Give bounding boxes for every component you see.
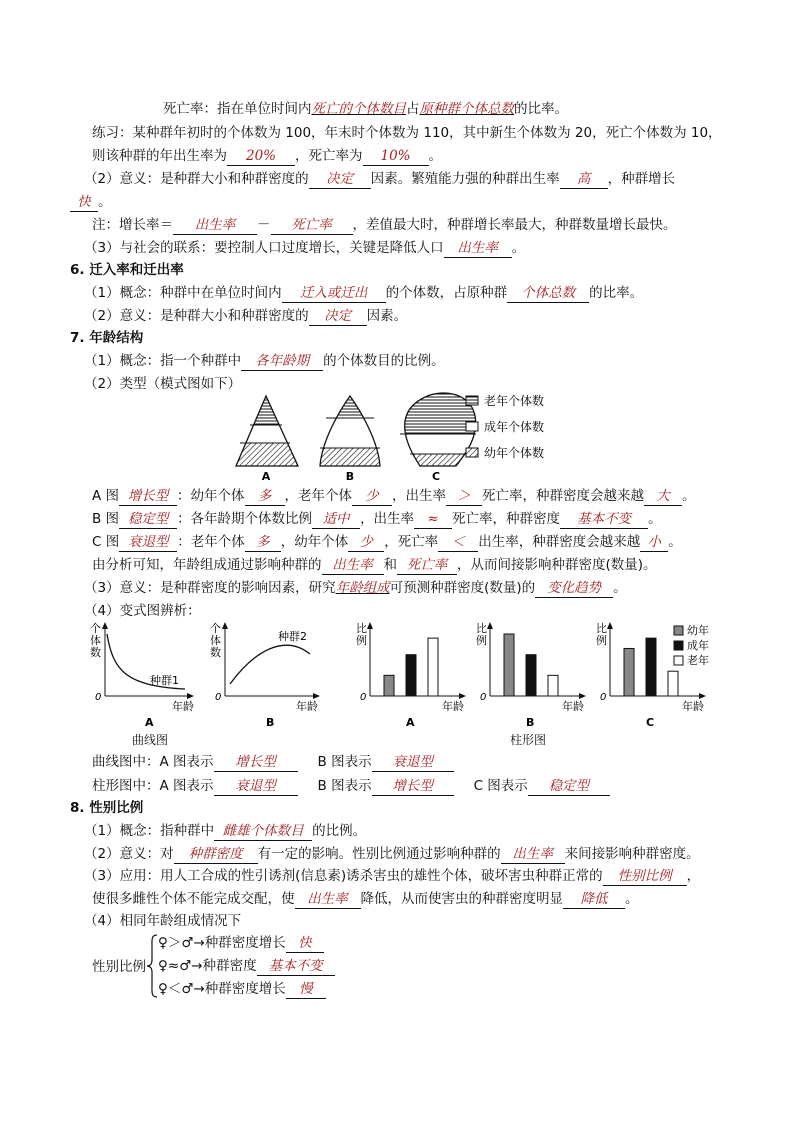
y-label: 例: [476, 634, 487, 647]
pyramid-label-b: B: [345, 470, 355, 482]
x-label: 年龄: [296, 700, 318, 713]
pyramid-label-c: C: [431, 470, 441, 482]
answer: 稳定型: [119, 510, 177, 529]
answer: 死亡的个体数目: [311, 101, 406, 117]
s8-meaning: （2）意义：对 种群密度 有一定的影响。性别比例通过影响种群的 出生率 来间接影响种群密度。: [84, 846, 700, 862]
origin: 0: [600, 692, 607, 703]
age-pyramid-diagram: [230, 390, 560, 482]
bar-幼年: [624, 648, 634, 696]
chart-label: A: [145, 716, 154, 729]
answer: 大: [644, 487, 682, 506]
answer: 多: [245, 487, 285, 506]
bar-成年: [526, 655, 536, 696]
x-label: 年龄: [172, 700, 194, 713]
answer: 基本不变: [560, 510, 648, 529]
s8-same-age: （4）相同年龄组成情况下: [84, 913, 242, 929]
answer: 出生率: [501, 845, 565, 864]
legend-adult: 成年个体数: [484, 420, 545, 434]
y-label: 比: [596, 622, 607, 635]
y-label: 比: [356, 622, 367, 635]
answer: 年龄组成: [335, 580, 390, 596]
origin: 0: [480, 692, 487, 703]
variant-charts: [80, 620, 720, 750]
answer: 衰退型: [119, 533, 177, 552]
y-label: 例: [596, 634, 607, 647]
answer: 种群密度: [174, 845, 258, 864]
section-7-title: 7. 年龄结构: [70, 330, 144, 346]
answer: 增长型: [214, 753, 298, 772]
answer: 决定: [309, 170, 371, 189]
section-6-title: 6. 迁入率和迁出率: [70, 262, 184, 278]
answer: 多: [245, 533, 281, 552]
y-label: 例: [356, 634, 367, 647]
y-label: 体: [90, 634, 101, 647]
s7-types: （2）类型（模式图如下）: [84, 376, 242, 392]
y-label: 个: [210, 622, 221, 635]
answer: 快: [70, 193, 98, 212]
meaning-line-2: 快 。: [70, 192, 112, 212]
chart-label: B: [526, 716, 535, 729]
s8-application-1: （3）应用：用人工合成的性引诱剂(信息素)诱杀害虫的雄性个体，破坏害虫种群正常的 性别比例 ，: [84, 868, 701, 884]
legend-swatch-old: [466, 396, 478, 405]
answer: 性别比例: [603, 867, 687, 886]
answer: 决定: [309, 307, 367, 326]
bar-幼年: [504, 634, 514, 696]
s6-concept: （1）概念：种群中在单位时间内 迁入或迁出 的个体数，占原种群 个体总数 的比率。: [84, 285, 644, 301]
y-label: 数: [210, 646, 221, 659]
answer: 原种群个体总数: [419, 101, 514, 117]
origin: 0: [215, 692, 222, 703]
sex-ratio-2: ♀≈♂→种群密度 基本不变: [158, 956, 335, 976]
answer: 慢: [286, 980, 326, 999]
legend-swatch: [674, 656, 683, 665]
answer: 10%: [363, 147, 429, 166]
type-c-line: C 图 衰退型 ：老年个体 多 ，幼年个体 少 ，死亡率 ＜ 出生率，种群密度会越来越 小 。: [92, 534, 682, 550]
death-rate-line: 死亡率：指在单位时间内死亡的个体数目占原种群个体总数的比率。: [163, 101, 568, 117]
bar-幼年: [384, 675, 394, 696]
answer: 迁入或迁出: [282, 284, 386, 303]
pyramid-label-a: A: [261, 470, 271, 482]
x-label: 年龄: [442, 700, 464, 713]
s6-meaning: （2）意义：是种群大小和种群密度的 决定 因素。: [84, 308, 408, 324]
y-label: 体: [210, 634, 221, 647]
y-arrow: [487, 622, 493, 629]
type-b-line: B 图 稳定型 ：各年龄期个体数比例 适中 ，出生率 ≈ 死亡率，种群密度 基本不变 。: [92, 511, 662, 527]
answer: 出生率: [295, 890, 361, 909]
x-label: 年龄: [562, 700, 584, 713]
legend-label: 成年: [687, 639, 709, 652]
answer: 各年龄期: [241, 352, 323, 371]
sex-ratio-label: 性别比例: [92, 959, 146, 975]
legend-young: 幼年个体数: [484, 446, 545, 460]
legend-old: 老年个体数: [484, 394, 545, 408]
x-arrow: [699, 693, 706, 699]
y-label: 个: [90, 622, 101, 635]
bar-老年: [548, 675, 558, 696]
answer: 快: [286, 934, 324, 953]
answer: 小: [640, 533, 668, 552]
series-label: 种群1: [150, 674, 179, 687]
sex-ratio-1: ♀＞♂→种群密度增长 快: [158, 933, 324, 953]
analysis-line: 由分析可知，年龄组成通过影响种群的 出生率 和 死亡率 ，从而间接影响种群密度(数量)。: [92, 557, 657, 573]
s7-variant: （4）变式图辨析：: [84, 603, 201, 619]
bar-成年: [406, 655, 416, 696]
exercise-line-2: 则该种群的年出生率为 20% ，死亡率为 10% 。: [92, 148, 442, 164]
x-arrow: [579, 693, 586, 699]
bar-answer-line: 柱形图中：A 图表示 衰退型 B 图表示 增长型 C 图表示 稳定型: [92, 776, 610, 796]
origin: 0: [360, 692, 367, 703]
s7-concept: （1）概念：指一个种群中 各年龄期 的个体数目的比例。: [84, 353, 445, 369]
legend-swatch-adult: [466, 422, 478, 431]
type-a-line: A 图 增长型 ：幼年个体 多 ，老年个体 少 ，出生率 ＞ 死亡率，种群密度会越来越 大 。: [92, 488, 696, 504]
x-label: 年龄: [682, 700, 704, 713]
answer: 基本不变: [257, 957, 335, 976]
curve-chart-a: [90, 622, 194, 729]
y-label: 比: [476, 622, 487, 635]
series-label: 种群2: [278, 630, 307, 643]
chart-label: B: [266, 716, 275, 729]
legend-swatch-young: [466, 448, 478, 457]
answer: 高: [560, 170, 608, 189]
answer: 适中: [312, 510, 360, 529]
answer: 出生率: [444, 239, 512, 258]
s8-application-2: 使很多雌性个体不能完成交配，使 出生率 降低，从而使害虫的种群密度明显 降低 。: [92, 891, 639, 907]
y-label: 数: [90, 646, 101, 659]
brace-icon: [146, 934, 158, 998]
legend-label: 幼年: [687, 624, 709, 637]
legend-swatch: [674, 641, 683, 650]
answer: 少: [352, 487, 392, 506]
pyramid-a: [230, 390, 310, 473]
answer: 衰退型: [372, 753, 454, 772]
meaning-line: （2）意义：是种群大小和种群密度的 决定 因素。繁殖能力强的种群出生率 高 ，种群增长: [84, 171, 676, 187]
y-arrow: [367, 622, 373, 629]
note-line: 注：增长率＝ 出生率 － 死亡率 ，差值最大时，种群增长率最大，种群数量增长最快。: [92, 217, 677, 233]
answer: 降低: [563, 890, 625, 909]
exercise-line-1: 练习：某种群年初时的个体数为 100，年末时个体数为 110，其中新生个体数为 20，死亡个体数为 10，: [92, 125, 722, 141]
society-line: （3）与社会的联系：要控制人口过度增长，关键是降低人口 出生率 。: [84, 240, 526, 256]
answer: 少: [348, 533, 384, 552]
answer: ≈: [414, 510, 452, 529]
x-arrow: [459, 693, 466, 699]
origin: 0: [95, 692, 102, 703]
chart-label: C: [646, 716, 655, 729]
answer: 20%: [227, 147, 295, 166]
sex-ratio-3: ♀＜♂→种群密度增长 慢: [158, 979, 326, 999]
answer: 增长型: [372, 777, 454, 796]
answer: 个体总数: [507, 284, 589, 303]
chart-label: A: [406, 716, 415, 729]
answer: 死亡率: [271, 216, 353, 235]
answer: 稳定型: [528, 777, 610, 796]
curve-chart-b: [210, 622, 320, 729]
series-line: [230, 645, 310, 684]
answer: ＜: [438, 533, 478, 552]
answer: 变化趋势: [535, 579, 613, 598]
answer: 衰退型: [214, 777, 298, 796]
s7-meaning: （3）意义：是种群密度的影响因素，研究年龄组成可预测种群密度(数量)的 变化趋势 。: [84, 580, 627, 596]
answer: 死亡率: [397, 556, 457, 575]
section-8-title: 8. 性别比例: [70, 800, 144, 816]
legend-label: 老年: [687, 654, 709, 667]
bar-caption: 柱形图: [510, 733, 547, 747]
answer: 增长型: [119, 487, 177, 506]
bar-成年: [646, 638, 656, 696]
s8-concept: （1）概念：指种群中 雌雄个体数目 的比例。: [84, 823, 367, 839]
legend-swatch: [674, 626, 683, 635]
curve-caption: 曲线图: [132, 733, 169, 747]
bar-老年: [428, 638, 438, 696]
answer: ＞: [446, 487, 482, 506]
answer: 出生率: [173, 216, 257, 235]
bar-老年: [668, 671, 678, 696]
answer: 出生率: [322, 556, 384, 575]
answer: 雌雄个体数目: [214, 822, 312, 841]
y-arrow: [607, 622, 613, 629]
curve-answer-line: 曲线图中：A 图表示 增长型 B 图表示 衰退型: [92, 752, 454, 772]
